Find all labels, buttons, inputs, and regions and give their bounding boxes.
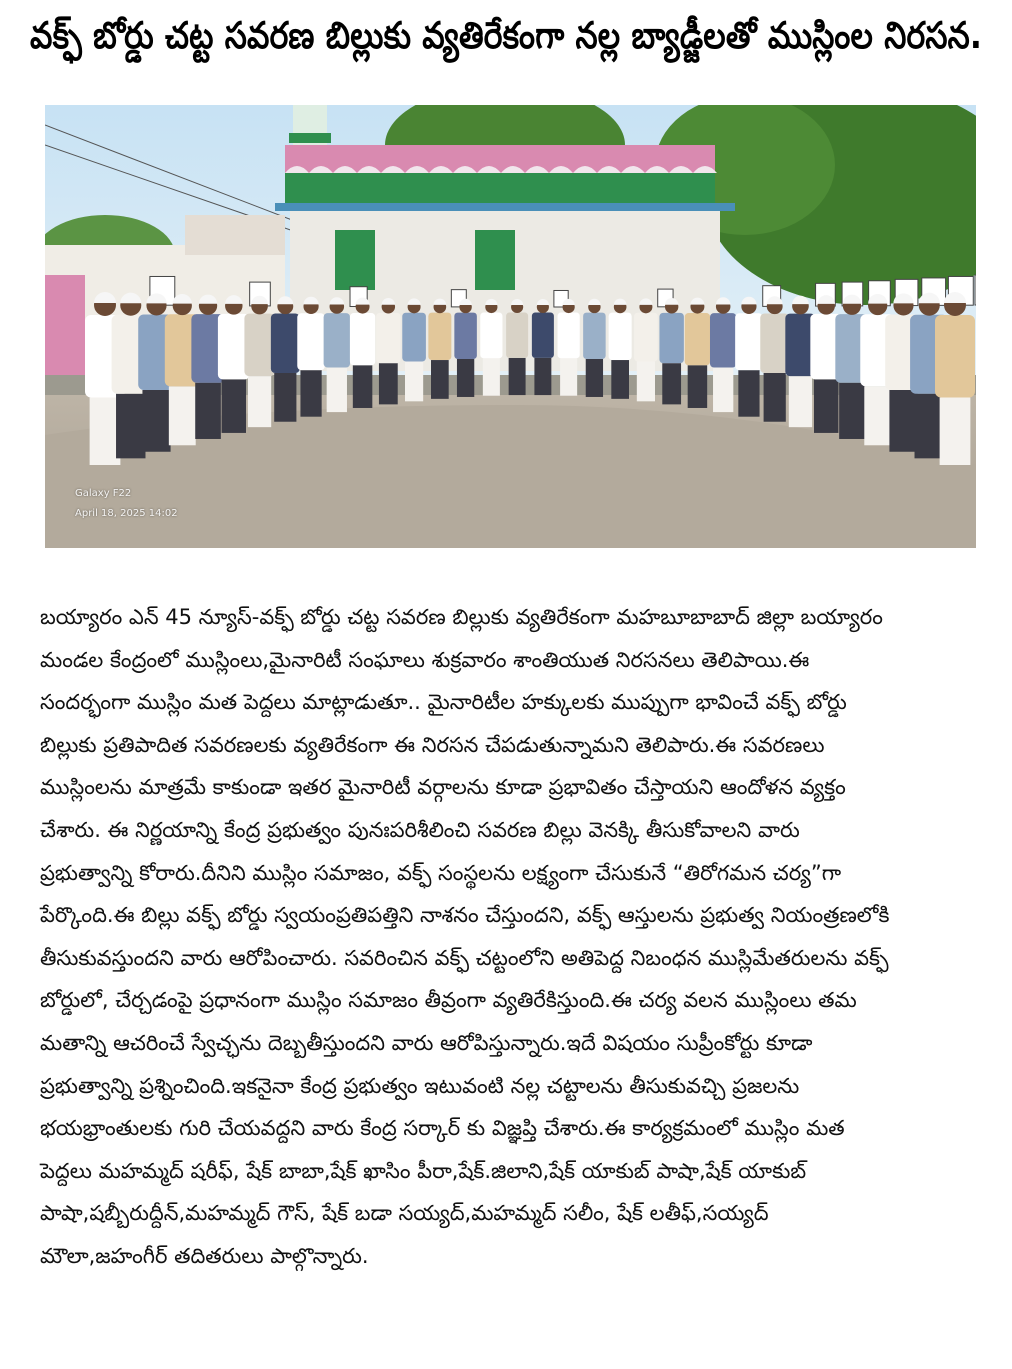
crowd-person	[271, 296, 300, 421]
crowd-person	[376, 298, 400, 404]
crowd-person	[685, 298, 710, 408]
article-headline: వక్ఫ్ బోర్డు చట్ట సవరణ బిల్లుకు వ్యతిరేకంగా నల్ల బ్యాడ్జీలతో ముస్లింల నిరసన.	[30, 14, 983, 57]
crowd-person	[480, 299, 502, 396]
article-body-line: సందర్భంగా ముస్లిం మత పెద్దలు మాట్లాడుతూ.. మైనారిటీల హక్కులకు ముప్పుగా భావించే వక్ఫ్ బోర్డు	[40, 690, 847, 715]
article-body-line: తీసుకువస్తుందని వారు ఆరోపించారు. సవరించిన వక్ఫ్ చట్టంలోని అతిపెద్ద నిబంధన ముస్లిమేతరులను వక్ఫ్	[40, 945, 889, 970]
article-body-line: పేర్కొంది.ఈ బిల్లు వక్ఫ్ బోర్డు స్వయంప్రతిపత్తిని నాశనం చేస్తుందని, వక్ఫ్ ఆస్తులను ప్రభుత్వ నియంత్రణలోకి	[40, 903, 890, 928]
article-body-line: పాషా,షబ్బీరుద్దీన్,మహమ్మద్ గౌస్, షేక్ బడా సయ్యద్,మహమ్మద్ సలీం, షేక్ లతీఫ్,సయ్యద్	[40, 1201, 769, 1226]
article-body-line: మండల కేంద్రంలో ముస్లింలు,మైనారిటీ సంఘాలు శుక్రవారం శాంతియుత నిరసనలు తెలిపాయి.ఈ	[40, 647, 810, 672]
crowd-person	[402, 298, 426, 401]
crowd-person	[454, 299, 477, 397]
crowd-person	[609, 299, 632, 399]
protest-photo-illustration	[45, 105, 976, 548]
article-body-line: మౌలా,జహంగీర్ తదితరులు పాల్గొన్నారు.	[40, 1243, 369, 1268]
crowd-person	[244, 296, 274, 427]
article-body-line: భయభ్రాంతులకు గురి చేయవద్దని వారు కేంద్ర సర్కార్ కు విజ్ఞప్తి చేశారు.ఈ కార్యక్రమంలో ముస్లిం మత	[40, 1116, 845, 1141]
photo-timestamp: April 18, 2025 14:02	[75, 508, 178, 519]
article-body-line: ప్రభుత్వాన్ని ప్రశ్నించింది.ఇకనైనా కేంద్ర ప్రభుత్వం ఇటువంటి నల్ల చట్టాలను తీసుకువచ్చి ప్రజలను	[40, 1073, 800, 1098]
crowd-person	[760, 296, 789, 421]
article-body-line: మతాన్ని ఆచరించే స్వేచ్ఛను దెబ్బతీస్తుందని వారు ఆరోపిస్తున్నారు.ఇదే విషయం సుప్రీంకోర్టు కూడా	[40, 1030, 813, 1055]
article-body-line: బయ్యారం ఎన్ 45 న్యూస్-వక్ఫ్ బోర్డు చట్ట సవరణ బిల్లుకు వ్యతిరేకంగా మహబూబాబాద్ జిల్లా బయ్యారం	[40, 605, 883, 629]
article-body-line: చేశారు. ఈ నిర్ణయాన్ని కేంద్ర ప్రభుత్వం పునఃపరిశీలించి సవరణ బిల్లు వెనక్కి తీసుకోవాలని వారు	[40, 817, 800, 842]
crowd-person	[710, 297, 736, 412]
crowd-person	[506, 299, 528, 395]
article-body-line: పెద్దలు మహమ్మద్ షరీఫ్, షేక్ బాబా,షేక్ ఖాసిం పీరా,షేక్.జిలాని,షేక్ యాకుబ్ పాషా,షేక్ యాకుబ్	[40, 1158, 807, 1183]
crowd-person	[659, 298, 683, 404]
crowd-person	[297, 297, 325, 417]
crowd-person	[558, 299, 580, 396]
crowd-person	[350, 298, 375, 408]
article-body-line: బిల్లుకు ప్రతిపాదిత సవరణలకు వ్యతిరేకంగా ఈ నిరసన చేపడుతున్నామని తెలిపారు.ఈ సవరణలు	[40, 732, 825, 757]
crowd-person	[583, 299, 606, 397]
article-body-line: ప్రభుత్వాన్ని కోరారు.దీనిని ముస్లిం సమాజం, వక్ఫ్ సంస్థలను లక్ష్యంగా చేసుకునే “తిరోగమన చర్య”గా	[40, 860, 842, 885]
article-body	[40, 596, 975, 1278]
article-body-line: బోర్డులో, చేర్చడంపై ప్రధానంగా ముస్లిం సమాజం తీవ్రంగా వ్యతిరేకిస్తుంది.ఈ చర్య వలన ముస్లింలు తమ	[40, 988, 857, 1013]
article-body-line: ముస్లింలను మాత్రమే కాకుండా ఇతర మైనారిటీ వర్గాలను కూడా ప్రభావితం చేస్తాయని ఆందోళన వ్యక్తం	[40, 775, 846, 800]
photo-camera-model: Galaxy F22	[75, 488, 132, 499]
protest-photo	[45, 105, 976, 548]
